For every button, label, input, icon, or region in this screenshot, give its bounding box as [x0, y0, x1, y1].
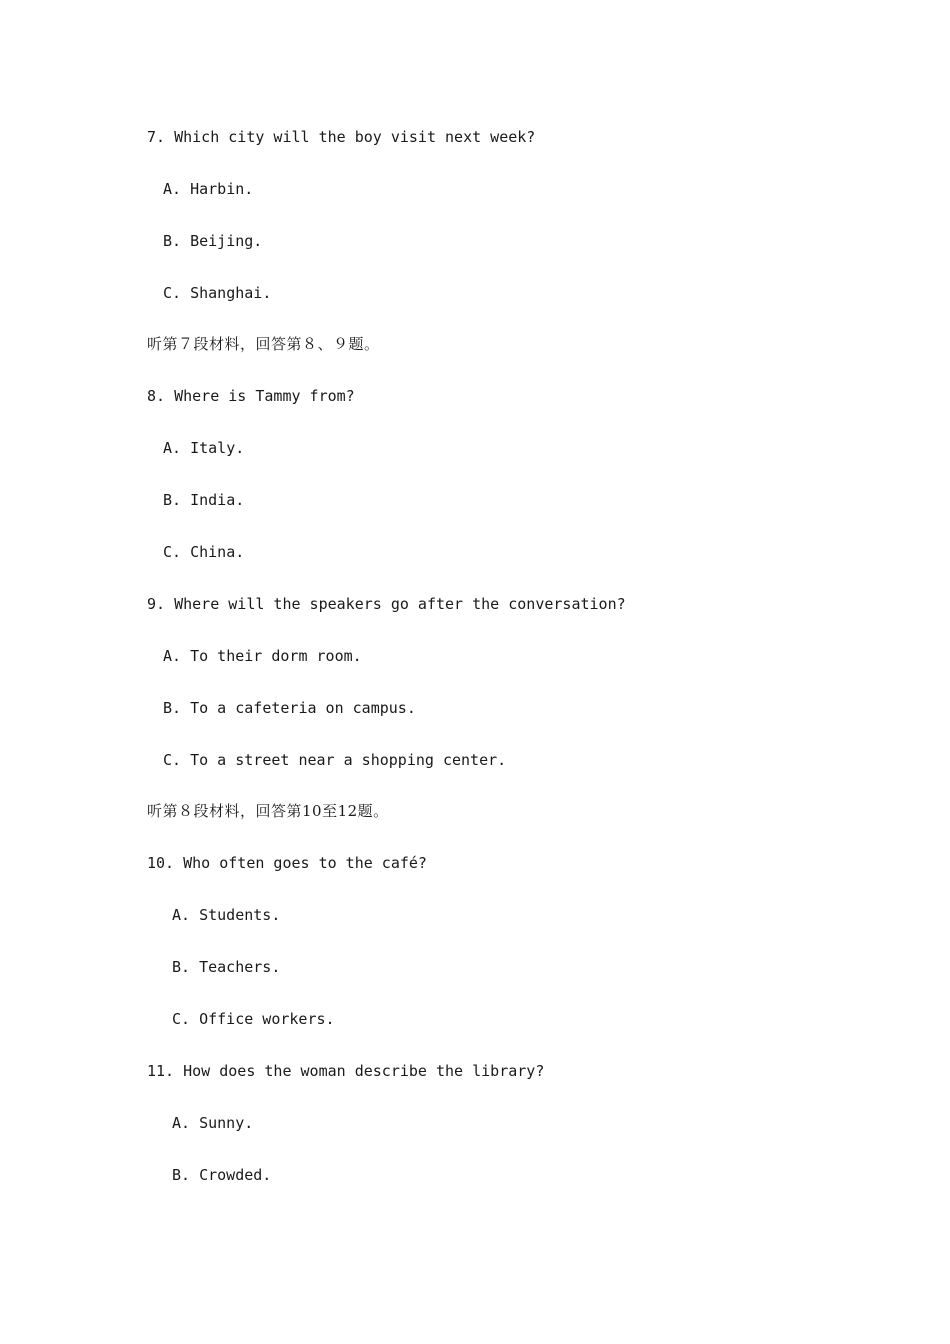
- question-8-option-a: A. Italy.: [163, 439, 245, 457]
- question-8-option-c: C. China.: [163, 543, 245, 561]
- question-8-option-b: B. India.: [163, 491, 245, 509]
- question-9-option-a: A. To their dorm room.: [163, 647, 362, 665]
- question-7-option-a: A. Harbin.: [163, 180, 254, 198]
- question-10-option-b: B. Teachers.: [172, 958, 281, 976]
- question-10: 10. Who often goes to the café?: [147, 854, 427, 872]
- question-10-option-a: A. Students.: [172, 906, 281, 924]
- question-11-option-b: B. Crowded.: [172, 1166, 272, 1184]
- question-9-option-c: C. To a street near a shopping center.: [163, 751, 507, 769]
- question-9-option-b: B. To a cafeteria on campus.: [163, 699, 416, 717]
- question-10-option-c: C. Office workers.: [172, 1010, 335, 1028]
- question-7-option-b: B. Beijing.: [163, 232, 263, 250]
- question-11: 11. How does the woman describe the library?: [147, 1062, 545, 1080]
- question-7: 7. Which city will the boy visit next week?: [147, 128, 536, 146]
- question-8: 8. Where is Tammy from?: [147, 387, 355, 405]
- section-7-instruction: 听第７段材料，回答第８、９题。: [147, 335, 380, 353]
- question-7-option-c: C. Shanghai.: [163, 284, 272, 302]
- section-8-instruction: 听第８段材料，回答第10至12题。: [147, 802, 389, 820]
- question-11-option-a: A. Sunny.: [172, 1114, 254, 1132]
- question-9: 9. Where will the speakers go after the conversation?: [147, 595, 626, 613]
